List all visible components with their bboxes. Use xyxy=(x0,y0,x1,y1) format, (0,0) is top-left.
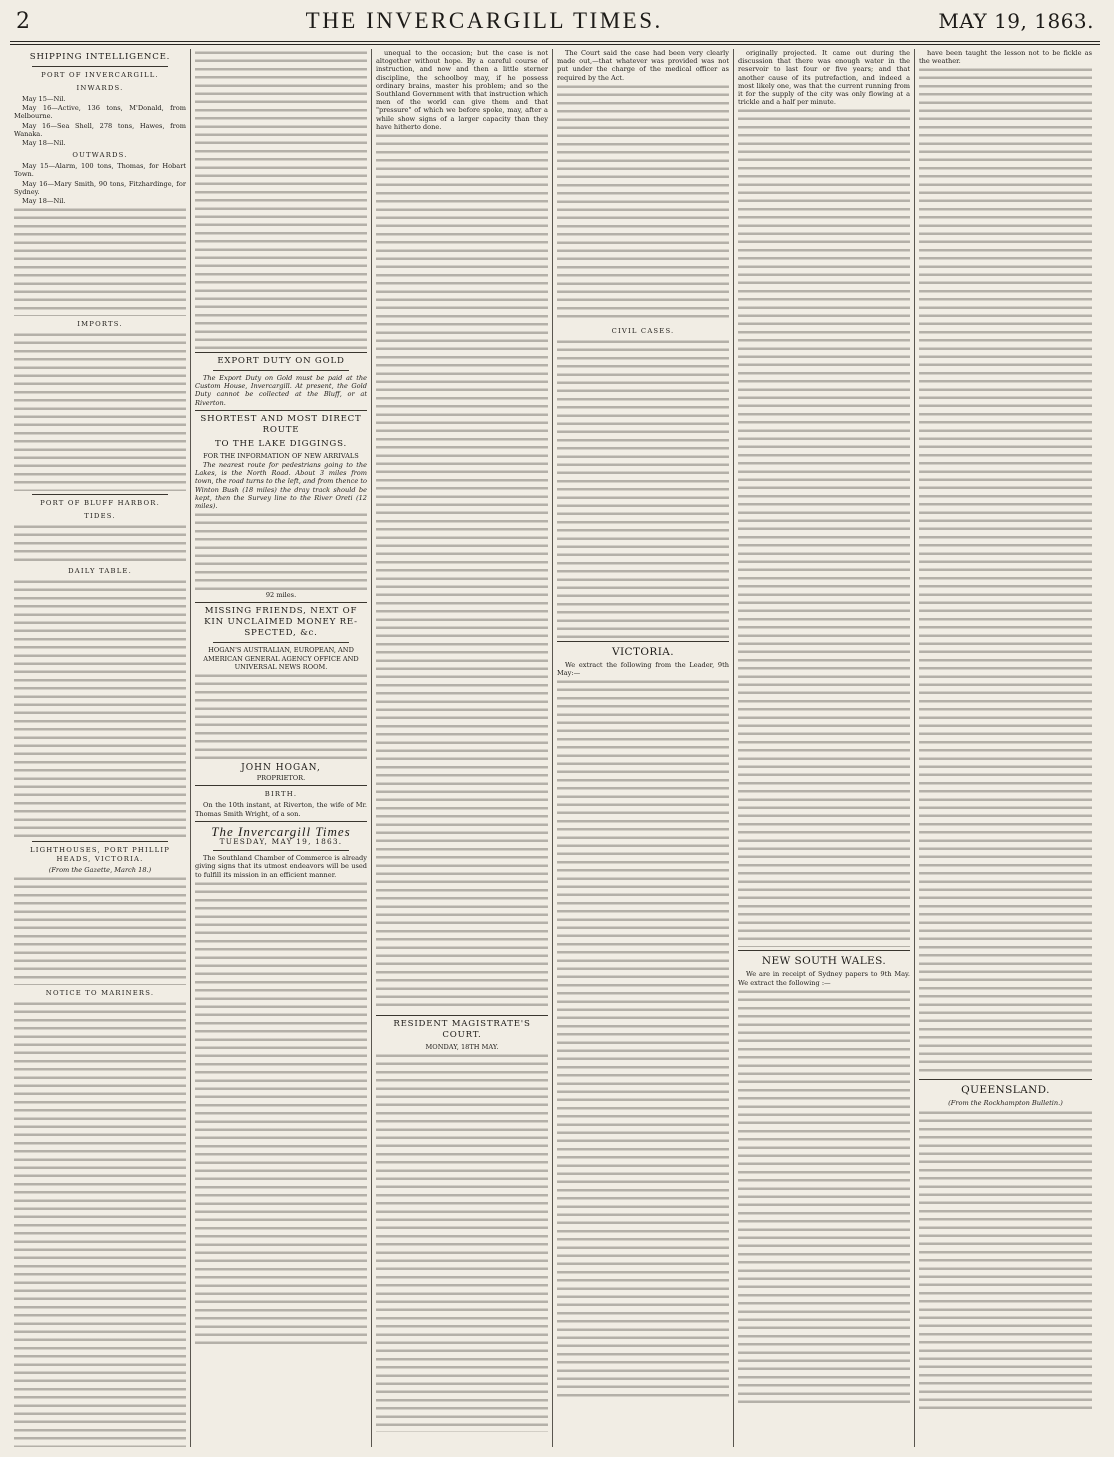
missing-friends-heading: MISSING FRIENDS, NEXT OF KIN UNCLAIMED MONEY RE-SPECTED, &c. xyxy=(204,606,358,639)
page-number: 2 xyxy=(16,9,30,34)
text-block xyxy=(919,66,1092,1076)
nsw-continued: have been taught the lesson not to be fickle as the weather. xyxy=(919,49,1092,66)
text-block xyxy=(738,107,910,947)
departure-line: May 16—Mary Smith, 90 tons, Fitzhardinge, for Sydney. xyxy=(14,179,186,196)
route-heading: SHORTEST AND MOST DIRECT ROUTE xyxy=(200,413,362,435)
arrival-line: May 16—Sea Shell, 278 tons, Hawes, from Wanaka. xyxy=(14,121,186,138)
column-4 xyxy=(553,49,734,1447)
text-block xyxy=(376,132,548,1012)
nsw-intro: We are in receipt of Sydney papers to 9th May. We extract the following :— xyxy=(738,970,910,987)
resident-court-heading: RESIDENT MAGISTRATE'S COURT. xyxy=(393,1019,531,1041)
resident-court-date: MONDAY, 18TH MAY. xyxy=(425,1043,499,1052)
editorial-masthead: The Invercargill Times xyxy=(211,823,351,839)
divider xyxy=(213,370,349,371)
text-block xyxy=(557,678,729,1398)
divider xyxy=(32,494,168,495)
queensland-heading: QUEENSLAND. xyxy=(961,1084,1050,1097)
masthead xyxy=(10,8,1100,42)
court-continued: The Court said the case had been very clearly made out,—that whatever was provided was not put under the charge of the medical officer as required by the Act. xyxy=(557,49,729,82)
text-block xyxy=(14,523,186,563)
notice-heading: NOTICE TO MARINERS. xyxy=(45,989,155,998)
lighthouses-source: (From the Gazette, March 18.) xyxy=(48,866,152,875)
victoria-continued: originally projected. It came out during the discussion that there was enough water in the reservoir to last four or five years; and that another cause of its putrefaction, and indeed a most likely one, was that the current running from it for the supply of the city was only flowing at a trickle and a half per minute. xyxy=(738,49,910,107)
proprietor-title: PROPRIETOR. xyxy=(256,774,306,783)
shipping-heading: SHIPPING INTELLIGENCE. xyxy=(29,52,171,62)
paper-date: MAY 19, 1863. xyxy=(938,9,1094,33)
daily-table-heading: DAILY TABLE. xyxy=(68,567,132,576)
gold-heading: EXPORT DUTY ON GOLD xyxy=(217,356,345,366)
civil-cases-heading: CIVIL CASES. xyxy=(611,326,675,335)
victoria-intro: We extract the following from the Leader, 9th May:— xyxy=(557,660,729,678)
divider xyxy=(213,850,349,851)
divider xyxy=(738,950,910,951)
divider xyxy=(32,66,168,67)
paper-title: THE INVERCARGILL TIMES. xyxy=(305,8,663,33)
tides-heading: TIDES. xyxy=(84,512,116,521)
column-3 xyxy=(372,49,553,1447)
departure-line: May 15—Alarm, 100 tons, Thomas, for Hobart Town. xyxy=(14,162,186,179)
arrival-line: May 18—Nil. xyxy=(22,139,66,148)
text-block xyxy=(919,1109,1092,1409)
divider xyxy=(557,641,729,642)
column-1 xyxy=(10,49,191,1447)
divider xyxy=(195,352,367,353)
text-block xyxy=(195,49,367,349)
route-subheading: TO THE LAKE DIGGINGS. xyxy=(215,438,347,449)
text-block xyxy=(195,880,367,1350)
lighthouses-heading: LIGHTHOUSES, PORT PHILLIP HEADS, VICTORIA. xyxy=(30,846,170,864)
text-block xyxy=(14,578,186,838)
columns xyxy=(10,49,1100,1447)
column-5 xyxy=(734,49,915,1447)
imports-heading: IMPORTS. xyxy=(77,320,123,329)
divider xyxy=(919,1079,1092,1080)
divider xyxy=(195,821,367,822)
route-text: The nearest route for pedestrians going to the Lakes, is the North Road. About 3 miles from town, the road turns to the left, and from thence to Winton Bush (18 miles) the dray track should be kept, then the Survey line to the River Oreti (12 miles). xyxy=(195,461,367,511)
text-block xyxy=(14,1000,186,1447)
divider xyxy=(195,785,367,786)
departure-line: May 18—Nil. xyxy=(22,197,66,206)
inwards-heading: INWARDS. xyxy=(76,84,124,92)
text-block xyxy=(14,875,186,985)
text-block xyxy=(557,83,729,323)
text-block xyxy=(195,672,367,762)
divider xyxy=(32,841,168,842)
editorial-continued: unequal to the occasion; but the case is not altogether without hope. By a careful course of instruction, and now and then a little sterner discipline, the schoolboy may, if he possess ordinary brains, master his problem; and so the Southland Government with that instruction which men of the world can give them and that "pressure" of which we before spoke, may, after a while show signs of a larger capacity than they have hitherto done. xyxy=(376,49,548,131)
divider xyxy=(195,602,367,603)
editorial-dateline: TUESDAY, MAY 19, 1863. xyxy=(219,837,343,847)
column-6 xyxy=(915,49,1096,1447)
arrival-line: May 16—Active, 136 tons, M'Donald, from Melbourne. xyxy=(14,104,186,121)
text-block xyxy=(14,331,186,491)
text-block xyxy=(557,338,729,638)
route-distance: 92 miles. xyxy=(265,591,297,600)
arrival-line: May 15—Nil. xyxy=(22,95,66,103)
divider xyxy=(376,1015,548,1016)
queensland-source: (From the Rockhampton Bulletin.) xyxy=(948,1099,1063,1108)
text-block xyxy=(376,1052,548,1432)
bluff-heading: PORT OF BLUFF HARBOR. xyxy=(40,499,160,508)
text-block xyxy=(195,511,367,591)
editorial-lead: The Southland Chamber of Commerce is already giving signs that its utmost endeavors will be used to fulfill its mission in an efficient manner. xyxy=(195,854,367,879)
gold-notice: The Export Duty on Gold must be paid at the Custom House, Invercargill. At present, the Gold Duty cannot be collected at the Bluff, or at Riverton. xyxy=(195,374,367,407)
route-note: FOR THE INFORMATION OF NEW ARRIVALS xyxy=(203,451,359,460)
text-block xyxy=(738,988,910,1408)
text-block xyxy=(14,206,186,316)
proprietor-name: JOHN HOGAN, xyxy=(241,763,321,774)
column-2 xyxy=(191,49,372,1447)
birth-heading: BIRTH. xyxy=(264,790,298,799)
divider xyxy=(195,410,367,411)
birth-notice: On the 10th instant, at Riverton, the wife of Mr. Thomas Smith Wright, of a son. xyxy=(195,801,367,818)
victoria-heading: VICTORIA. xyxy=(612,645,674,658)
port-heading: PORT OF INVERCARGILL. xyxy=(41,71,159,79)
masthead-rule xyxy=(10,42,1100,45)
divider xyxy=(213,642,349,643)
agency-name: HOGAN'S AUSTRALIAN, EUROPEAN, AND AMERICAN GENERAL AGENCY OFFICE AND UNIVERSAL NEWS ROOM. xyxy=(203,646,359,671)
outwards-heading: OUTWARDS. xyxy=(72,151,128,160)
nsw-heading: NEW SOUTH WALES. xyxy=(761,955,887,968)
